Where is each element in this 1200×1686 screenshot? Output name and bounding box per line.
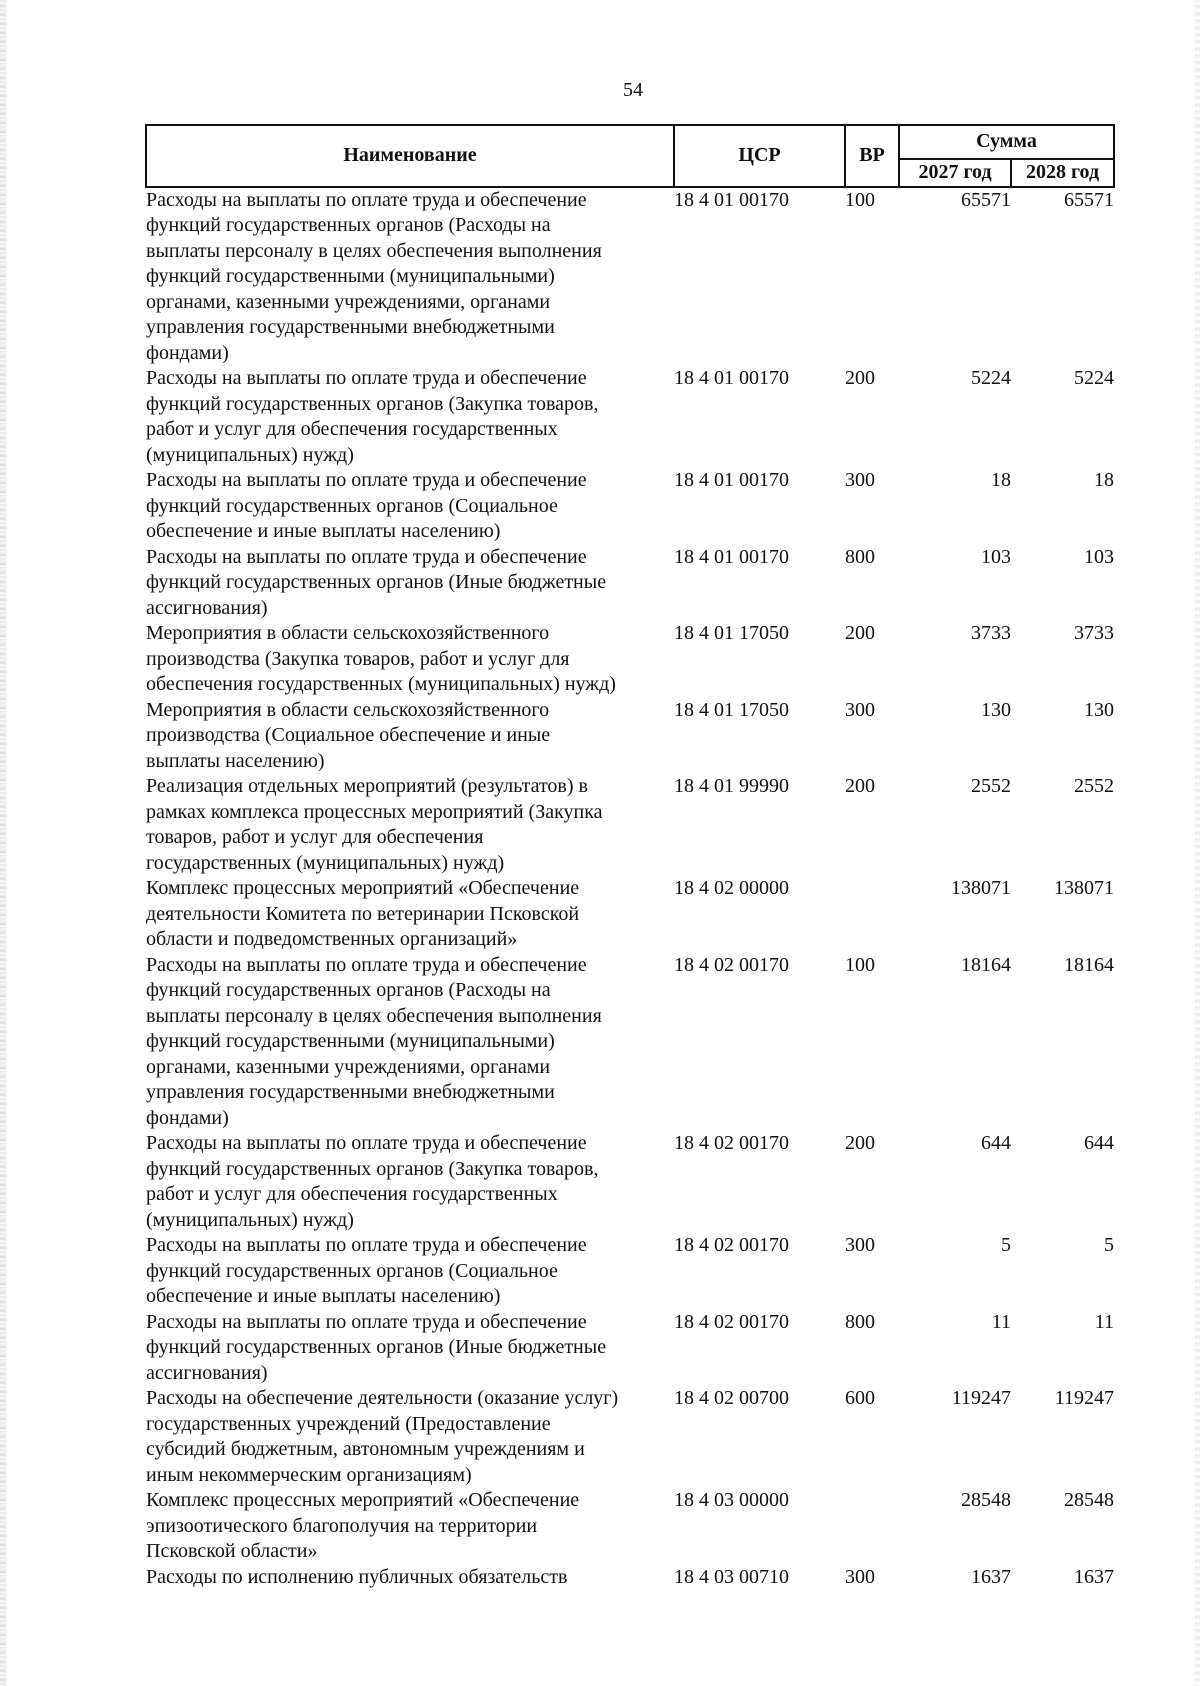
row-vr: 200 bbox=[845, 1132, 875, 1154]
row-vr: 200 bbox=[845, 775, 875, 797]
row-name bbox=[146, 1565, 674, 1591]
row-name bbox=[146, 774, 674, 876]
row-name-line: Расходы на выплаты по оплате труда и обеспечение bbox=[146, 1132, 587, 1154]
row-name-line: Расходы на выплаты по оплате труда и обеспечение bbox=[146, 367, 587, 389]
row-name-line: Расходы на выплаты по оплате труда и обеспечение bbox=[146, 953, 587, 976]
scan-edge-left bbox=[0, 0, 6, 1686]
table-row bbox=[146, 1488, 1114, 1565]
row-name bbox=[146, 187, 674, 367]
row-code: 18 4 03 00710 bbox=[674, 1565, 789, 1588]
header-sum: Сумма bbox=[899, 125, 1114, 159]
row-name-line: Комплекс процессных мероприятий «Обеспечение bbox=[146, 877, 580, 899]
row-sum-2027: 2552 bbox=[971, 775, 1011, 797]
row-sum-2027: 5224 bbox=[971, 367, 1011, 389]
row-name-line: обеспечение и иные выплаты населению) bbox=[146, 520, 501, 542]
table-row bbox=[146, 545, 1114, 622]
row-name bbox=[146, 1386, 674, 1488]
table-row bbox=[146, 187, 1114, 367]
row-sum-2027: 103 bbox=[981, 545, 1011, 568]
row-sum-2027: 644 bbox=[981, 1132, 1011, 1154]
row-name-line: работ и услуг для обеспечения государственных bbox=[146, 1183, 558, 1205]
row-sum-2028: 18 bbox=[1094, 469, 1115, 491]
table-row bbox=[146, 876, 1114, 953]
row-sum-2028: 2552 bbox=[1074, 775, 1115, 797]
row-sum-2028: 18164 bbox=[1064, 953, 1115, 976]
budget-table bbox=[145, 124, 1115, 1590]
row-name bbox=[146, 468, 674, 545]
row-sum-2028: 138071 bbox=[1054, 877, 1115, 899]
row-vr: 600 bbox=[845, 1387, 875, 1409]
row-name-line: субсидий бюджетным, автономным учреждениям и bbox=[146, 1438, 585, 1460]
row-name-line: органами, казенными учреждениями, органами bbox=[146, 1055, 551, 1078]
row-name-line: Комплекс процессных мероприятий «Обеспечение bbox=[146, 1489, 580, 1511]
row-name-line: обеспечение и иные выплаты населению) bbox=[146, 1285, 501, 1307]
row-name-line: Расходы на выплаты по оплате труда и обеспечение bbox=[146, 1234, 587, 1256]
header-name: Наименование bbox=[146, 125, 674, 187]
table-body bbox=[146, 187, 1114, 1591]
row-sum-2027: 3733 bbox=[971, 622, 1011, 644]
row-name-line: органами, казенными учреждениями, органами bbox=[146, 290, 551, 313]
table-row bbox=[146, 1565, 1114, 1591]
row-code: 18 4 02 00170 bbox=[674, 1234, 789, 1256]
row-name-line: управления государственными внебюджетными bbox=[146, 1081, 555, 1103]
row-code: 18 4 01 99990 bbox=[674, 775, 789, 797]
page-number: 54 bbox=[623, 79, 643, 101]
row-name-line: фондами) bbox=[146, 341, 229, 364]
row-sum-2028: 644 bbox=[1084, 1132, 1115, 1154]
row-vr: 800 bbox=[845, 545, 875, 568]
row-vr: 100 bbox=[845, 188, 875, 211]
row-name-line: функций государственных органов (Закупка товаров, bbox=[146, 392, 599, 415]
row-name-line: функций государственных органов (Социальное bbox=[146, 494, 558, 517]
row-name-line: государственных (муниципальных) нужд) bbox=[146, 851, 505, 874]
table-row bbox=[146, 1131, 1114, 1233]
row-name-line: работ и услуг для обеспечения государственных bbox=[146, 418, 558, 440]
row-name bbox=[146, 1488, 674, 1565]
row-name-line: фондами) bbox=[146, 1106, 229, 1129]
row-name-line: Мероприятия в области сельскохозяйственного bbox=[146, 698, 550, 721]
row-sum-2027: 130 bbox=[981, 698, 1011, 721]
row-name-line: рамках комплекса процессных мероприятий (Закупка bbox=[146, 800, 603, 823]
row-name-line: (муниципальных) нужд) bbox=[146, 1208, 354, 1231]
row-sum-2027: 5 bbox=[1001, 1234, 1011, 1256]
row-sum-2027: 18164 bbox=[961, 953, 1011, 976]
row-name-line: Расходы на выплаты по оплате труда и обеспечение bbox=[146, 545, 587, 568]
row-sum-2027: 65571 bbox=[961, 188, 1011, 211]
row-sum-2027: 138071 bbox=[951, 877, 1011, 899]
row-name-line: Расходы на выплаты по оплате труда и обеспечение bbox=[146, 188, 587, 211]
header-year-2028: 2028 год bbox=[1011, 159, 1114, 187]
row-name-line: функций государственных органов (Расходы на bbox=[146, 979, 551, 1001]
row-name-line: Расходы на выплаты по оплате труда и обеспечение bbox=[146, 469, 587, 491]
row-sum-2027: 119247 bbox=[951, 1387, 1011, 1409]
row-name-line: функций государственных органов (Иные бюджетные bbox=[146, 1336, 607, 1358]
row-sum-2028: 3733 bbox=[1074, 622, 1115, 644]
row-code: 18 4 01 17050 bbox=[674, 698, 789, 721]
row-vr: 300 bbox=[845, 1234, 875, 1256]
row-name-line: Мероприятия в области сельскохозяйственного bbox=[146, 622, 550, 644]
row-name bbox=[146, 621, 674, 698]
row-sum-2028: 119247 bbox=[1054, 1387, 1115, 1409]
row-vr: 200 bbox=[845, 622, 875, 644]
row-vr: 100 bbox=[845, 953, 875, 976]
row-name-line: функций государственных органов (Социальное bbox=[146, 1259, 558, 1282]
row-name-line: товаров, работ и услуг для обеспечения bbox=[146, 826, 484, 848]
row-name-line: функций государственных органов (Расходы на bbox=[146, 214, 551, 236]
row-name bbox=[146, 1310, 674, 1387]
row-code: 18 4 01 00170 bbox=[674, 367, 789, 389]
row-name bbox=[146, 1131, 674, 1233]
row-name-line: выплаты персоналу в целях обеспечения выполнения bbox=[146, 1004, 602, 1027]
table-row bbox=[146, 774, 1114, 876]
row-sum-2028: 130 bbox=[1084, 698, 1115, 721]
table-row bbox=[146, 621, 1114, 698]
row-name-line: Реализация отдельных мероприятий (результатов) в bbox=[146, 775, 588, 797]
scan-edge-right bbox=[1195, 0, 1200, 1686]
row-sum-2028: 5 bbox=[1104, 1234, 1115, 1256]
row-name bbox=[146, 366, 674, 468]
row-code: 18 4 02 00170 bbox=[674, 1132, 789, 1154]
row-name-line: (муниципальных) нужд) bbox=[146, 443, 354, 466]
row-name-line: функций государственными (муниципальными) bbox=[146, 265, 555, 287]
table-row bbox=[146, 953, 1114, 1132]
row-sum-2027: 11 bbox=[991, 1310, 1011, 1333]
row-name-line: государственных учреждений (Предоставление bbox=[146, 1412, 551, 1435]
row-vr: 200 bbox=[845, 367, 875, 389]
row-sum-2028: 28548 bbox=[1064, 1489, 1115, 1511]
row-name-line: деятельности Комитета по ветеринарии Псковской bbox=[146, 902, 580, 925]
row-name-line: выплаты персоналу в целях обеспечения выполнения bbox=[146, 239, 602, 262]
table-row bbox=[146, 698, 1114, 775]
header-year-2027: 2027 год bbox=[899, 159, 1011, 187]
row-name-line: Псковской области» bbox=[146, 1540, 318, 1562]
header-vr: ВР bbox=[845, 125, 899, 187]
row-name-line: функций государственных органов (Иные бюджетные bbox=[146, 571, 607, 593]
row-name bbox=[146, 698, 674, 775]
table-row bbox=[146, 468, 1114, 545]
row-sum-2028: 11 bbox=[1094, 1310, 1115, 1333]
row-sum-2028: 1637 bbox=[1074, 1565, 1115, 1588]
row-name-line: обеспечения государственных (муниципальных) нужд) bbox=[146, 673, 616, 695]
row-name-line: Расходы на обеспечение деятельности (оказание услуг) bbox=[146, 1387, 619, 1409]
row-sum-2027: 28548 bbox=[961, 1489, 1011, 1511]
table-row bbox=[146, 1310, 1114, 1387]
table-header bbox=[146, 125, 1114, 187]
row-name-line: выплаты населению) bbox=[146, 749, 325, 772]
row-code: 18 4 01 00170 bbox=[674, 469, 789, 491]
table-row bbox=[146, 1386, 1114, 1488]
row-name-line: функций государственных органов (Закупка товаров, bbox=[146, 1157, 599, 1180]
row-sum-2027: 1637 bbox=[971, 1565, 1011, 1588]
row-name-line: эпизоотического благополучия на территории bbox=[146, 1514, 538, 1537]
row-vr bbox=[845, 1488, 899, 1565]
row-name-line: функций государственными (муниципальными) bbox=[146, 1030, 555, 1052]
row-code: 18 4 02 00170 bbox=[674, 953, 789, 976]
row-name bbox=[146, 953, 674, 1132]
row-vr: 300 bbox=[845, 698, 875, 721]
row-name-line: иным некоммерческим организациям) bbox=[146, 1463, 472, 1486]
row-code: 18 4 02 00170 bbox=[674, 1310, 789, 1333]
row-name-line: Расходы по исполнению публичных обязательств bbox=[146, 1565, 568, 1588]
row-name-line: Расходы на выплаты по оплате труда и обеспечение bbox=[146, 1310, 587, 1333]
row-name-line: ассигнования) bbox=[146, 596, 268, 619]
row-code: 18 4 02 00700 bbox=[674, 1387, 789, 1409]
row-name-line: производства (Закупка товаров, работ и услуг для bbox=[146, 647, 570, 670]
header-code: ЦСР bbox=[674, 125, 845, 187]
row-name bbox=[146, 545, 674, 622]
row-code: 18 4 01 00170 bbox=[674, 545, 789, 568]
row-code: 18 4 01 00170 bbox=[674, 188, 789, 211]
row-vr bbox=[845, 876, 899, 953]
row-name-line: управления государственными внебюджетными bbox=[146, 316, 555, 338]
row-vr: 300 bbox=[845, 1565, 875, 1588]
row-vr: 300 bbox=[845, 469, 875, 491]
table-row bbox=[146, 366, 1114, 468]
row-sum-2028: 5224 bbox=[1074, 367, 1115, 389]
row-code: 18 4 01 17050 bbox=[674, 622, 789, 644]
table-row bbox=[146, 1233, 1114, 1310]
row-name-line: области и подведомственных организаций» bbox=[146, 928, 518, 950]
row-name bbox=[146, 876, 674, 953]
row-vr: 800 bbox=[845, 1310, 875, 1333]
row-name bbox=[146, 1233, 674, 1310]
row-code: 18 4 03 00000 bbox=[674, 1489, 789, 1511]
row-sum-2028: 65571 bbox=[1064, 188, 1115, 211]
row-sum-2028: 103 bbox=[1084, 545, 1115, 568]
row-sum-2027: 18 bbox=[991, 469, 1011, 491]
row-code: 18 4 02 00000 bbox=[674, 877, 789, 899]
row-name-line: ассигнования) bbox=[146, 1361, 268, 1384]
row-name-line: производства (Социальное обеспечение и иные bbox=[146, 724, 551, 746]
